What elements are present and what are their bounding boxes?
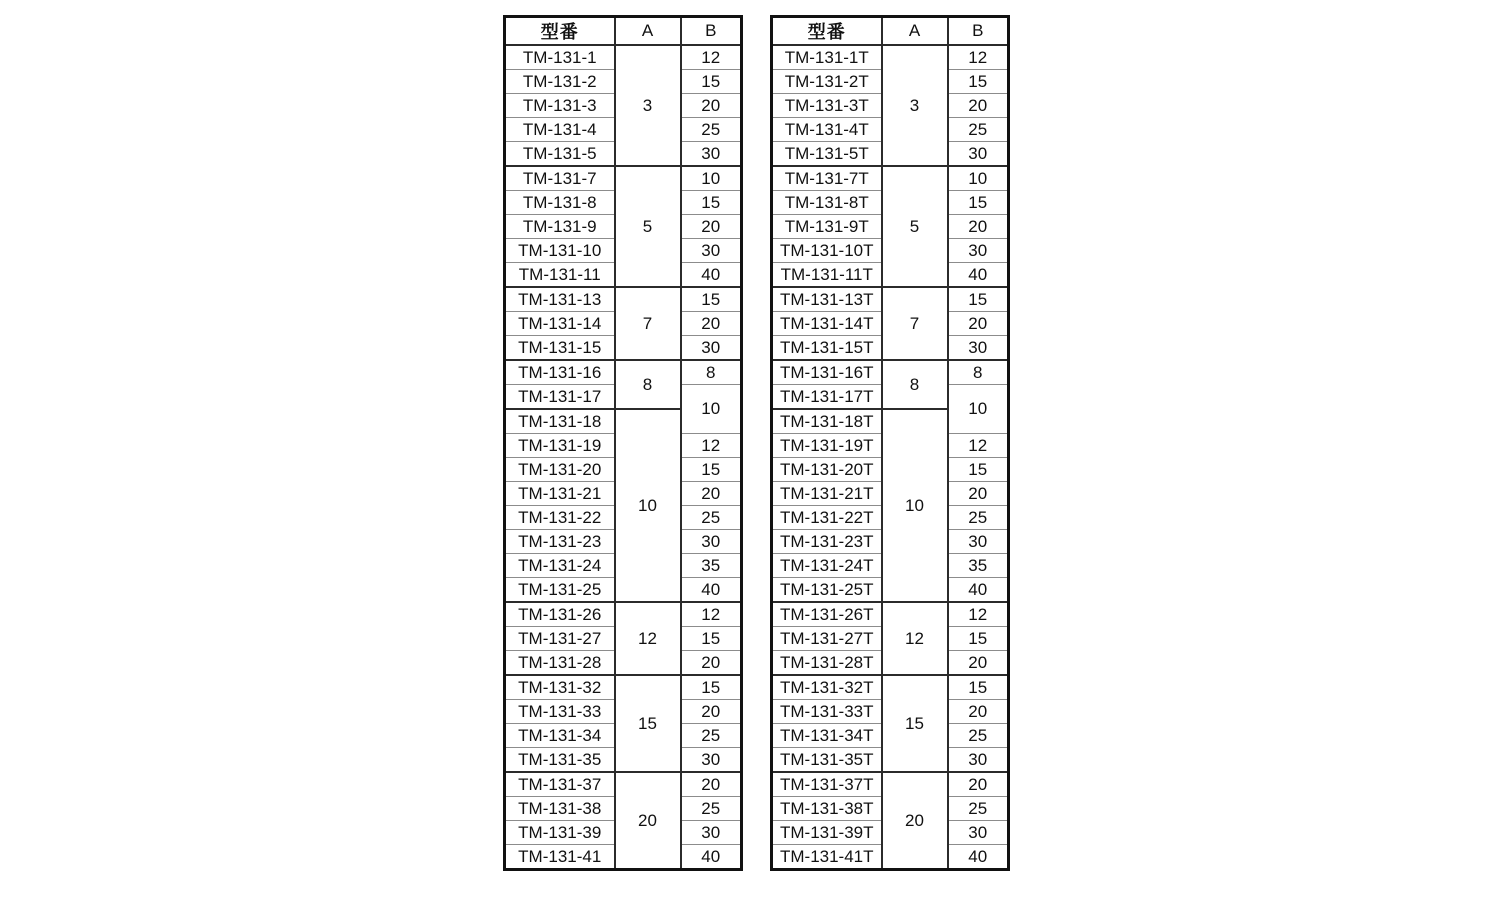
dim-b-cell: 20 (948, 312, 1009, 336)
model-cell: TM-131-2 (505, 70, 615, 94)
dim-b-cell: 40 (681, 845, 742, 870)
dim-b-cell: 12 (948, 434, 1009, 458)
dim-b-cell: 30 (681, 336, 742, 361)
dim-b-cell: 30 (948, 239, 1009, 263)
spec-row (772, 602, 1009, 627)
model-cell: TM-131-10T (772, 239, 882, 263)
model-cell: TM-131-22 (505, 506, 615, 530)
spec-row (772, 287, 1009, 312)
dim-b-cell: 30 (948, 530, 1009, 554)
spec-row (772, 675, 1009, 700)
dim-a-cell: 7 (615, 287, 681, 360)
dim-a-cell: 5 (615, 166, 681, 287)
model-cell: TM-131-25 (505, 578, 615, 603)
dim-b-cell: 20 (681, 772, 742, 797)
header-dim-a: A (882, 17, 948, 46)
dim-b-cell: 40 (948, 845, 1009, 870)
dim-a-cell: 12 (882, 602, 948, 675)
model-cell: TM-131-16 (505, 360, 615, 385)
model-cell: TM-131-14 (505, 312, 615, 336)
dim-b-cell: 20 (948, 94, 1009, 118)
dim-a-cell: 20 (882, 772, 948, 870)
dim-b-cell: 30 (948, 142, 1009, 167)
model-cell: TM-131-1T (772, 45, 882, 70)
header-dim-b: B (948, 17, 1009, 46)
dim-b-cell: 12 (681, 45, 742, 70)
model-cell: TM-131-33 (505, 700, 615, 724)
spec-table-t-suffix (770, 15, 1010, 871)
header-row (772, 17, 1009, 46)
model-cell: TM-131-8T (772, 191, 882, 215)
dim-b-cell: 8 (681, 360, 742, 385)
dim-a-cell: 20 (615, 772, 681, 870)
header-row (505, 17, 742, 46)
dim-b-cell: 10 (948, 385, 1009, 434)
dim-b-cell: 20 (681, 215, 742, 239)
model-cell: TM-131-9 (505, 215, 615, 239)
model-cell: TM-131-19T (772, 434, 882, 458)
dim-b-cell: 25 (948, 118, 1009, 142)
dim-b-cell: 20 (948, 215, 1009, 239)
model-cell: TM-131-34 (505, 724, 615, 748)
model-cell: TM-131-14T (772, 312, 882, 336)
spec-row (772, 166, 1009, 191)
spec-row (772, 360, 1009, 385)
model-cell: TM-131-16T (772, 360, 882, 385)
model-cell: TM-131-28 (505, 651, 615, 676)
dim-b-cell: 15 (681, 191, 742, 215)
dim-b-cell: 40 (948, 578, 1009, 603)
dim-b-cell: 20 (681, 94, 742, 118)
dim-b-cell: 15 (681, 70, 742, 94)
dim-b-cell: 25 (681, 724, 742, 748)
dim-a-cell: 7 (882, 287, 948, 360)
model-cell: TM-131-3T (772, 94, 882, 118)
spec-row (772, 45, 1009, 70)
dim-b-cell: 30 (681, 239, 742, 263)
dim-b-cell: 30 (948, 336, 1009, 361)
spec-row (505, 602, 742, 627)
spec-row (505, 675, 742, 700)
model-cell: TM-131-35T (772, 748, 882, 773)
dim-b-cell: 25 (948, 724, 1009, 748)
model-cell: TM-131-13 (505, 287, 615, 312)
model-cell: TM-131-26T (772, 602, 882, 627)
dim-a-cell: 5 (882, 166, 948, 287)
model-cell: TM-131-5T (772, 142, 882, 167)
model-cell: TM-131-26 (505, 602, 615, 627)
dim-b-cell: 12 (948, 602, 1009, 627)
dim-b-cell: 25 (681, 797, 742, 821)
dim-b-cell: 15 (948, 191, 1009, 215)
model-cell: TM-131-27T (772, 627, 882, 651)
table-body (772, 45, 1009, 870)
model-cell: TM-131-4 (505, 118, 615, 142)
spec-row (772, 772, 1009, 797)
header-model-number: 型番 (505, 17, 615, 46)
model-cell: TM-131-15 (505, 336, 615, 361)
header-dim-a: A (615, 17, 681, 46)
model-cell: TM-131-17T (772, 385, 882, 410)
model-cell: TM-131-22T (772, 506, 882, 530)
dim-b-cell: 15 (948, 70, 1009, 94)
dim-b-cell: 15 (948, 458, 1009, 482)
model-cell: TM-131-24 (505, 554, 615, 578)
spec-row (505, 360, 742, 385)
model-cell: TM-131-33T (772, 700, 882, 724)
dim-b-cell: 30 (681, 530, 742, 554)
dim-b-cell: 20 (948, 651, 1009, 676)
dim-b-cell: 20 (681, 312, 742, 336)
model-cell: TM-131-4T (772, 118, 882, 142)
model-cell: TM-131-7T (772, 166, 882, 191)
dim-b-cell: 15 (681, 458, 742, 482)
model-cell: TM-131-8 (505, 191, 615, 215)
dim-a-cell: 8 (882, 360, 948, 409)
model-cell: TM-131-35 (505, 748, 615, 773)
header-model-number: 型番 (772, 17, 882, 46)
dim-b-cell: 20 (948, 772, 1009, 797)
dim-b-cell: 20 (681, 651, 742, 676)
dim-b-cell: 10 (681, 166, 742, 191)
model-cell: TM-131-9T (772, 215, 882, 239)
model-cell: TM-131-23 (505, 530, 615, 554)
dim-b-cell: 30 (948, 748, 1009, 773)
model-cell: TM-131-13T (772, 287, 882, 312)
dim-b-cell: 30 (681, 821, 742, 845)
model-cell: TM-131-32 (505, 675, 615, 700)
model-cell: TM-131-10 (505, 239, 615, 263)
model-cell: TM-131-27 (505, 627, 615, 651)
dim-a-cell: 10 (615, 409, 681, 602)
table-body (505, 45, 742, 870)
dim-b-cell: 20 (948, 700, 1009, 724)
dim-a-cell: 3 (615, 45, 681, 166)
model-cell: TM-131-15T (772, 336, 882, 361)
dim-b-cell: 15 (948, 287, 1009, 312)
model-cell: TM-131-25T (772, 578, 882, 603)
dim-b-cell: 35 (681, 554, 742, 578)
dim-b-cell: 15 (948, 627, 1009, 651)
dim-b-cell: 20 (681, 700, 742, 724)
model-cell: TM-131-39 (505, 821, 615, 845)
model-cell: TM-131-5 (505, 142, 615, 167)
dim-b-cell: 15 (681, 287, 742, 312)
header-dim-b: B (681, 17, 742, 46)
model-cell: TM-131-37 (505, 772, 615, 797)
spec-row (505, 287, 742, 312)
model-cell: TM-131-1 (505, 45, 615, 70)
model-cell: TM-131-28T (772, 651, 882, 676)
dim-b-cell: 12 (681, 434, 742, 458)
model-cell: TM-131-34T (772, 724, 882, 748)
model-cell: TM-131-32T (772, 675, 882, 700)
model-cell: TM-131-7 (505, 166, 615, 191)
model-cell: TM-131-11 (505, 263, 615, 288)
model-cell: TM-131-20T (772, 458, 882, 482)
model-cell: TM-131-11T (772, 263, 882, 288)
dim-b-cell: 40 (681, 263, 742, 288)
dim-b-cell: 15 (681, 675, 742, 700)
spec-row (505, 45, 742, 70)
spec-row (505, 772, 742, 797)
dim-b-cell: 10 (948, 166, 1009, 191)
model-cell: TM-131-20 (505, 458, 615, 482)
model-cell: TM-131-38T (772, 797, 882, 821)
model-cell: TM-131-38 (505, 797, 615, 821)
model-cell: TM-131-39T (772, 821, 882, 845)
dim-b-cell: 10 (681, 385, 742, 434)
model-cell: TM-131-17 (505, 385, 615, 410)
model-cell: TM-131-18 (505, 409, 615, 434)
dim-b-cell: 30 (948, 821, 1009, 845)
dim-a-cell: 10 (882, 409, 948, 602)
dim-b-cell: 40 (681, 578, 742, 603)
dim-a-cell: 8 (615, 360, 681, 409)
model-cell: TM-131-37T (772, 772, 882, 797)
dim-b-cell: 15 (948, 675, 1009, 700)
model-cell: TM-131-18T (772, 409, 882, 434)
model-cell: TM-131-41 (505, 845, 615, 870)
dim-b-cell: 20 (681, 482, 742, 506)
model-cell: TM-131-21T (772, 482, 882, 506)
model-cell: TM-131-41T (772, 845, 882, 870)
dim-b-cell: 25 (681, 506, 742, 530)
dim-b-cell: 40 (948, 263, 1009, 288)
spec-table-plain (503, 15, 743, 871)
dim-b-cell: 15 (681, 627, 742, 651)
dim-b-cell: 20 (948, 482, 1009, 506)
dim-a-cell: 3 (882, 45, 948, 166)
dim-b-cell: 12 (681, 602, 742, 627)
dim-b-cell: 30 (681, 142, 742, 167)
dim-b-cell: 25 (948, 797, 1009, 821)
dim-a-cell: 12 (615, 602, 681, 675)
dim-b-cell: 12 (948, 45, 1009, 70)
spec-row (505, 166, 742, 191)
dim-b-cell: 35 (948, 554, 1009, 578)
model-cell: TM-131-19 (505, 434, 615, 458)
model-cell: TM-131-21 (505, 482, 615, 506)
model-cell: TM-131-23T (772, 530, 882, 554)
model-cell: TM-131-3 (505, 94, 615, 118)
model-cell: TM-131-2T (772, 70, 882, 94)
dim-a-cell: 15 (615, 675, 681, 772)
dim-b-cell: 25 (681, 118, 742, 142)
dim-a-cell: 15 (882, 675, 948, 772)
dim-b-cell: 25 (948, 506, 1009, 530)
model-cell: TM-131-24T (772, 554, 882, 578)
dim-b-cell: 30 (681, 748, 742, 773)
dim-b-cell: 8 (948, 360, 1009, 385)
